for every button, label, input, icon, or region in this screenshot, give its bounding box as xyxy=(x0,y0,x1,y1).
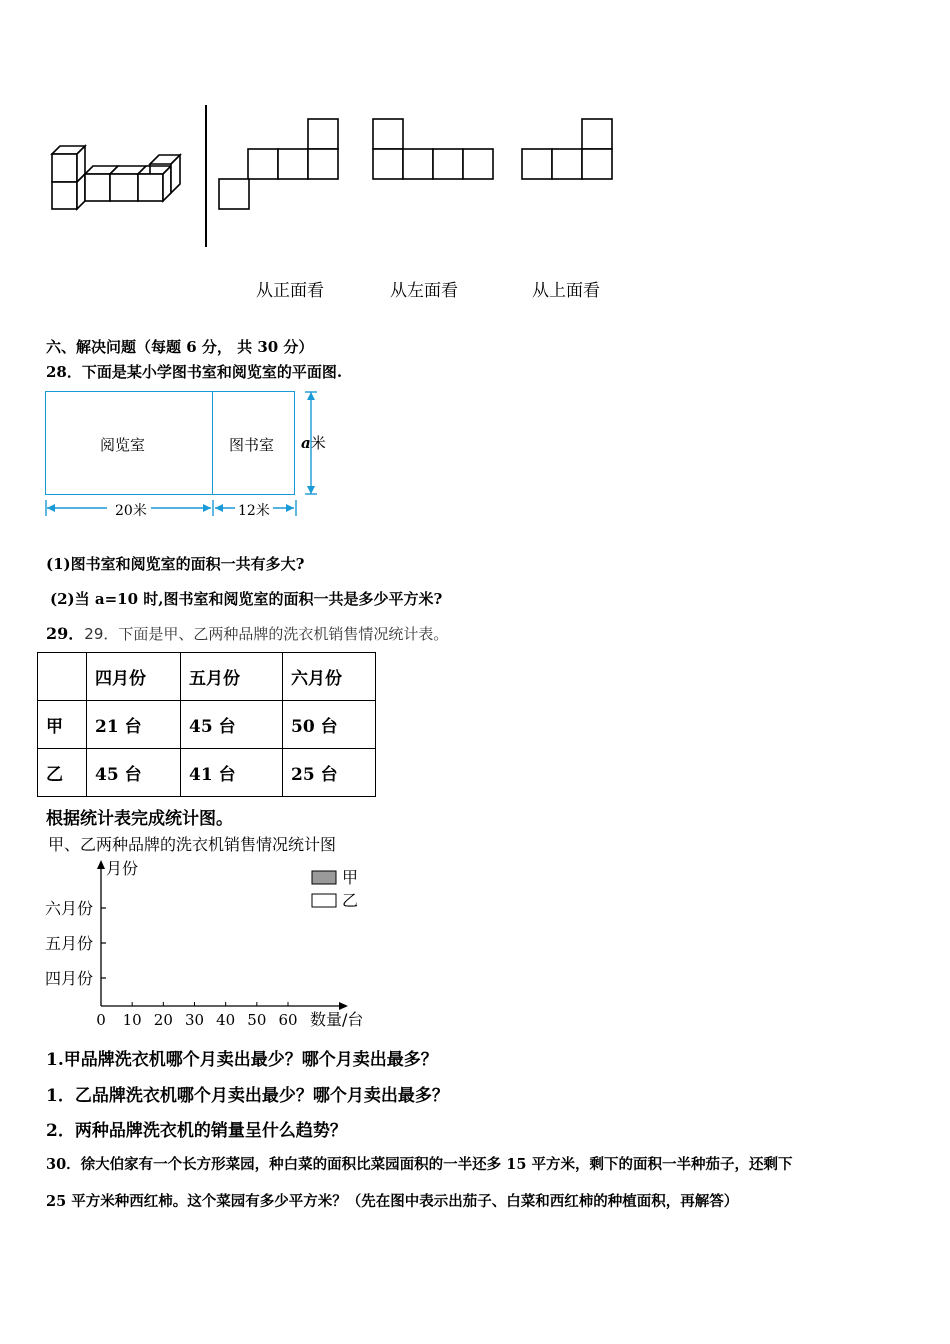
x-tick-label: 10 xyxy=(122,1011,142,1029)
legend-label-yi: 乙 xyxy=(342,891,359,910)
sales-table xyxy=(37,652,376,797)
table-cell: 50 台 xyxy=(283,701,376,749)
table-cell: 45 台 xyxy=(87,749,181,797)
table-header-cell: 六月份 xyxy=(283,653,376,701)
x-tick-label: 60 xyxy=(278,1011,298,1029)
table-header-cell: 五月份 xyxy=(181,653,283,701)
y-axis-label: 月份 xyxy=(106,859,139,878)
section-heading: 六、解决问题（每题 6 分， 共 30 分） xyxy=(46,338,314,356)
height-label-unit: 米 xyxy=(310,434,326,452)
y-tick-label: 五月份 xyxy=(45,934,94,953)
floor-plan xyxy=(45,390,345,525)
divider-line xyxy=(205,105,207,247)
table-cell: 乙 xyxy=(38,749,87,797)
question-28-text: 28．下面是某小学图书室和阅览室的平面图. xyxy=(46,363,343,381)
table-cell: 41 台 xyxy=(181,749,283,797)
question-29-sub1: 1.甲品牌洗衣机哪个月卖出最少？哪个月卖出最多？ xyxy=(46,1050,438,1070)
table-cell: 25 台 xyxy=(283,749,376,797)
table-cell: 21 台 xyxy=(87,701,181,749)
height-label-var: a xyxy=(301,434,311,452)
width-label-left: 20米 xyxy=(115,503,147,519)
view-label-top: 从上面看 xyxy=(532,281,600,301)
chart-instruction: 根据统计表完成统计图。 xyxy=(46,809,233,829)
height-label xyxy=(301,432,326,453)
y-tick-label: 四月份 xyxy=(45,969,94,988)
legend-swatch-jia xyxy=(312,871,336,884)
legend-swatch-yi xyxy=(312,894,336,907)
sales-chart xyxy=(40,830,380,1035)
width-label-right: 12米 xyxy=(238,503,270,519)
question-29-body: 29．下面是甲、乙两种品牌的洗衣机销售情况统计表。 xyxy=(84,625,449,643)
view-label-front: 从正面看 xyxy=(256,281,324,301)
view-label-left: 从左面看 xyxy=(390,281,458,301)
y-axis-arrow xyxy=(97,860,105,869)
table-cell: 甲 xyxy=(38,701,87,749)
cube-figure xyxy=(40,140,190,220)
question-28-sub1: (1)图书室和阅览室的面积一共有多大? xyxy=(46,555,305,573)
question-28-sub2: (2)当 a=10 时,图书室和阅览室的面积一共是多少平方米? xyxy=(50,590,443,608)
y-tick-label: 六月份 xyxy=(45,899,94,918)
front-view-figure xyxy=(218,118,343,213)
question-29-text: 29．29．下面是甲、乙两种品牌的洗衣机销售情况统计表。 xyxy=(46,624,449,643)
question-29-sub2: 1．乙品牌洗衣机哪个月卖出最少？哪个月卖出最多？ xyxy=(46,1086,449,1106)
x-tick-label: 20 xyxy=(153,1011,173,1029)
table-header-cell: 四月份 xyxy=(87,653,181,701)
chart-title: 甲、乙两种品牌的洗衣机销售情况统计图 xyxy=(48,835,337,854)
reading-room-label: 阅览室 xyxy=(100,436,146,454)
table-cell: 45 台 xyxy=(181,701,283,749)
legend-label-jia: 甲 xyxy=(342,868,359,887)
x-tick-label: 40 xyxy=(216,1011,236,1029)
left-view-figure xyxy=(372,118,497,183)
library-room-label: 图书室 xyxy=(229,436,275,454)
question-30-line1: 30．徐大伯家有一个长方形菜园，种白菜的面积比菜园面积的一半还多 15 平方米，剩下的面积一半种茄子，还剩下 xyxy=(46,1156,793,1173)
table-row xyxy=(38,749,376,797)
x-tick-label: 0 xyxy=(96,1011,106,1029)
x-tick-label: 50 xyxy=(247,1011,267,1029)
table-header-cell xyxy=(38,653,87,701)
table-row xyxy=(38,701,376,749)
top-view-figure xyxy=(521,118,616,183)
table-header-row xyxy=(38,653,376,701)
question-29-sub3: 2．两种品牌洗衣机的销量呈什么趋势？ xyxy=(46,1121,347,1141)
question-30-line2: 25 平方米种西红柿。这个菜园有多少平方米？（先在图中表示出茄子、白菜和西红柿的种植面积，再解答） xyxy=(46,1193,739,1210)
x-axis-arrow xyxy=(339,1002,348,1010)
x-tick-label: 30 xyxy=(184,1011,205,1029)
x-axis-label: 数量/台 xyxy=(310,1010,364,1029)
